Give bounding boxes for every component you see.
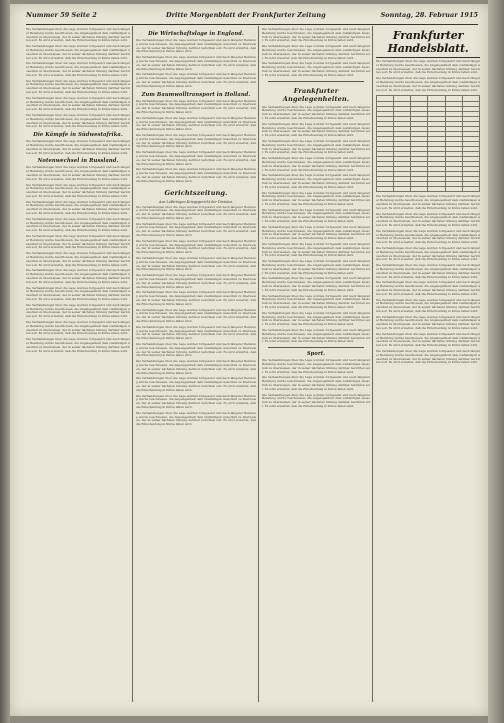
- article-text: Die Verhandlungen über die Lage wurden fortgesetzt und nach längerer Beratung wurde beschlossen, die Angelegenheit dem zuständigen Ausschuß zu überweisen, der in seiner nächsten Sitzung darüber berichten soll. Es wird erwartet, daß die Entscheidung in Kürze fallen wird.: [262, 375, 370, 391]
- article-text: Die Verhandlungen über die Lage wurden fortgesetzt und nach längerer Beratung wurde beschlossen, die Angelegenheit dem zuständigen Ausschuß zu überweisen, der in seiner nächsten Sitzung darüber berichten soll. Es wird erwartet, daß die Entscheidung in Kürze fallen wird.: [262, 61, 370, 77]
- header-paper-title: Dritte Morgenblatt der Frankfurter Zeitung: [166, 11, 326, 19]
- article-text: Die Verhandlungen über die Lage wurden fortgesetzt und nach längerer Beratung wurde beschlossen, die Angelegenheit dem zuständigen Ausschuß zu überweisen, der in seiner nächsten Sitzung darüber berichten soll. Es wird erwartet, daß die Entscheidung in Kürze fallen wird.: [136, 342, 256, 358]
- article-text: Die Verhandlungen über die Lage wurden fortgesetzt und nach längerer Beratung wurde beschlossen, die Angelegenheit dem zuständigen Ausschuß zu überweisen, der in seiner nächsten Sitzung darüber berichten soll. Es wird erwartet, daß die Entscheidung in Kürze fallen wird.: [262, 328, 370, 344]
- article-text: Die Verhandlungen über die Lage wurden fortgesetzt und nach längerer Beratung wurde beschlossen, die Angelegenheit dem zuständigen Ausschuß zu überweisen, der in seiner nächsten Sitzung darüber berichten soll. Es wird erwartet, daß die Entscheidung in Kürze fallen wird.: [26, 285, 130, 302]
- article-text: Die Verhandlungen über die Lage wurden fortgesetzt und nach längerer Beratung wurde beschlossen, die Angelegenheit dem zuständigen Ausschuß zu überweisen, der in seiner nächsten Sitzung darüber berichten soll. Es wird erwartet, daß die Entscheidung in Kürze fallen wird.: [376, 297, 480, 313]
- article-text: Die Verhandlungen über die Lage wurden fortgesetzt und nach längerer Beratung wurde beschlossen, die Angelegenheit dem zuständigen Ausschuß zu überweisen, der in seiner nächsten Sitzung darüber berichten soll. Es wird erwartet, daß die Entscheidung in Kürze fallen wird.: [26, 61, 130, 77]
- article-text: Die Verhandlungen über die Lage wurden fortgesetzt und nach längerer Beratung wurde beschlossen, die Angelegenheit dem zuständigen Ausschuß zu überweisen, der in seiner nächsten Sitzung darüber berichten soll. Es wird erwartet, daß die Entscheidung in Kürze fallen wird.: [26, 139, 130, 155]
- article-text: Die Verhandlungen über die Lage wurden fortgesetzt und nach längerer Beratung wurde beschlossen, die Angelegenheit dem zuständigen Ausschuß zu überweisen, der in seiner nächsten Sitzung darüber berichten soll. Es wird erwartet, daß die Entscheidung in Kürze fallen wird.: [26, 28, 130, 43]
- article-text: Die Verhandlungen über die Lage wurden fortgesetzt und nach längerer Beratung wurde beschlossen, die Angelegenheit dem zuständigen Ausschuß zu überweisen, der in seiner nächsten Sitzung darüber berichten soll. Es wird erwartet, daß die Entscheidung in Kürze fallen wird.: [136, 238, 256, 255]
- table-cell: [411, 187, 428, 192]
- header-issue: Nummer 59 Seite 2: [26, 11, 97, 19]
- article-text: Die Verhandlungen über die Lage wurden fortgesetzt und nach längerer Beratung wurde beschlossen, die Angelegenheit dem zuständigen Ausschuß zu überweisen, der in seiner nächsten Sitzung darüber berichten soll. Es wird erwartet, daß die Entscheidung in Kürze fallen wird.: [136, 38, 256, 54]
- article-text: Die Verhandlungen über die Lage wurden fortgesetzt und nach längerer Beratung wurde beschlossen, die Angelegenheit dem zuständigen Ausschuß zu überweisen, der in seiner nächsten Sitzung darüber berichten soll. Es wird erwartet, daß die Entscheidung in Kürze fallen wird.: [26, 302, 130, 319]
- article-text: Die Verhandlungen über die Lage wurden fortgesetzt und nach längerer Beratung wurde beschlossen, die Angelegenheit dem zuständigen Ausschuß zu überweisen, der in seiner nächsten Sitzung darüber berichten soll. Es wird erwartet, daß die Entscheidung in Kürze fallen wird.: [26, 251, 130, 267]
- section-title: Zum Baumwolltransport in Holland.: [141, 91, 251, 98]
- article-text: Die Verhandlungen über die Lage wurden fortgesetzt und nach längerer Beratung wurde beschlossen, die Angelegenheit dem zuständigen Ausschuß zu überweisen, der in seiner nächsten Sitzung darüber berichten soll. Es wird erwartet, daß die Entscheidung in Kürze fallen wird.: [262, 358, 370, 374]
- article-text: Die Verhandlungen über die Lage wurden fortgesetzt und nach längerer Beratung wurde beschlossen, die Angelegenheit dem zuständigen Ausschuß zu überweisen, der in seiner nächsten Sitzung darüber berichten soll. Es wird erwartet, daß die Entscheidung in Kürze fallen wird.: [136, 221, 256, 238]
- column-4: [376, 28, 480, 704]
- article-text: Die Verhandlungen über die Lage wurden fortgesetzt und nach längerer Beratung wurde beschlossen, die Angelegenheit dem zuständigen Ausschuß zu überweisen, der in seiner nächsten Sitzung darüber berichten soll. Es wird erwartet, daß die Entscheidung in Kürze fallen wird.: [262, 173, 370, 189]
- article-text: Die Verhandlungen über die Lage wurden fortgesetzt und nach längerer Beratung wurde beschlossen, die Angelegenheit dem zuständigen Ausschuß zu überweisen, der in seiner nächsten Sitzung darüber berichten soll. Es wird erwartet, daß die Entscheidung in Kürze fallen wird.: [136, 72, 256, 88]
- column-rule: [258, 26, 259, 702]
- header-date: Sonntag, 28. Februar 1915: [380, 11, 478, 19]
- column-2: [136, 28, 256, 704]
- article-text: Die Verhandlungen über die Lage wurden fortgesetzt und nach längerer Beratung wurde beschlossen, die Angelegenheit dem zuständigen Ausschuß zu überweisen, der in seiner nächsten Sitzung darüber berichten soll. Es wird erwartet, daß die Entscheidung in Kürze fallen wird.: [262, 276, 370, 292]
- article-text: Die Verhandlungen über die Lage wurden fortgesetzt und nach längerer Beratung wurde beschlossen, die Angelegenheit dem zuständigen Ausschuß zu überweisen, der in seiner nächsten Sitzung darüber berichten soll. Es wird erwartet, daß die Entscheidung in Kürze fallen wird.: [26, 234, 130, 250]
- article-text: Die Verhandlungen über die Lage wurden fortgesetzt und nach längerer Beratung wurde beschlossen, die Angelegenheit dem zuständigen Ausschuß zu überweisen, der in seiner nächsten Sitzung darüber berichten soll. Es wird erwartet, daß die Entscheidung in Kürze fallen wird.: [262, 44, 370, 60]
- table-cell: [445, 187, 462, 192]
- section-masthead: Frankfurter Handelsblatt.: [376, 29, 480, 58]
- section-title: Die Wirtschaftslage in England.: [148, 31, 244, 37]
- article-text: Die Verhandlungen über die Lage wurden fortgesetzt und nach längerer Beratung wurde beschlossen, die Angelegenheit dem zuständigen Ausschuß zu überweisen, der in seiner nächsten Sitzung darüber berichten soll. Es wird erwartet, daß die Entscheidung in Kürze fallen wird.: [136, 324, 256, 341]
- article-text: Die Verhandlungen über die Lage wurden fortgesetzt und nach längerer Beratung wurde beschlossen, die Angelegenheit dem zuständigen Ausschuß zu überweisen, der in seiner nächsten Sitzung darüber berichten soll. Es wird erwartet, daß die Entscheidung in Kürze fallen wird.: [26, 199, 130, 216]
- table-cell: [462, 187, 479, 192]
- article-text: Die Verhandlungen über die Lage wurden fortgesetzt und nach längerer Beratung wurde beschlossen, die Angelegenheit dem zuständigen Ausschuß zu überweisen, der in seiner nächsten Sitzung darüber berichten soll. Es wird erwartet, daß die Entscheidung in Kürze fallen wird.: [136, 150, 256, 166]
- article-text: Die Verhandlungen über die Lage wurden fortgesetzt und nach längerer Beratung wurde beschlossen, die Angelegenheit dem zuständigen Ausschuß zu überweisen, der in seiner nächsten Sitzung darüber berichten soll. Es wird erwartet, daß die Entscheidung in Kürze fallen wird.: [26, 216, 130, 233]
- article-text: Die Verhandlungen über die Lage wurden fortgesetzt und nach längerer Beratung wurde beschlossen, die Angelegenheit dem zuständigen Ausschuß zu überweisen, der in seiner nächsten Sitzung darüber berichten soll. Es wird erwartet, daß die Entscheidung in Kürze fallen wird.: [136, 256, 256, 272]
- article-text: Die Verhandlungen über die Lage wurden fortgesetzt und nach längerer Beratung wurde beschlossen, die Angelegenheit dem zuständigen Ausschuß zu überweisen, der in seiner nächsten Sitzung darüber berichten soll. Es wird erwartet, daß die Entscheidung in Kürze fallen wird.: [376, 349, 480, 365]
- article-text: Die Verhandlungen über die Lage wurden fortgesetzt und nach längerer Beratung wurde beschlossen, die Angelegenheit dem zuständigen Ausschuß zu überweisen, der in seiner nächsten Sitzung darüber berichten soll. Es wird erwartet, daß die Entscheidung in Kürze fallen wird.: [376, 211, 480, 227]
- section-title: Frankfurter Angelegenheiten.: [282, 86, 350, 103]
- article-text: Die Verhandlungen über die Lage wurden fortgesetzt und nach längerer Beratung wurde beschlossen, die Angelegenheit dem zuständigen Ausschuß zu überweisen, der in seiner nächsten Sitzung darüber berichten soll. Es wird erwartet, daß die Entscheidung in Kürze fallen wird.: [136, 307, 256, 324]
- article-text: Die Verhandlungen über die Lage wurden fortgesetzt und nach längerer Beratung wurde beschlossen, die Angelegenheit dem zuständigen Ausschuß zu überweisen, der in seiner nächsten Sitzung darüber berichten soll. Es wird erwartet, daß die Entscheidung in Kürze fallen wird.: [136, 204, 256, 220]
- article-text: Die Verhandlungen über die Lage wurden fortgesetzt und nach längerer Beratung wurde beschlossen, die Angelegenheit dem zuständigen Ausschuß zu überweisen, der in seiner nächsten Sitzung darüber berichten soll. Es wird erwartet, daß die Entscheidung in Kürze fallen wird.: [376, 280, 480, 296]
- table-row: [377, 187, 480, 192]
- article-text: Die Verhandlungen über die Lage wurden fortgesetzt und nach längerer Beratung wurde beschlossen, die Angelegenheit dem zuständigen Ausschuß zu überweisen, der in seiner nächsten Sitzung darüber berichten soll. Es wird erwartet, daß die Entscheidung in Kürze fallen wird.: [262, 259, 370, 275]
- article-text: Die Verhandlungen über die Lage wurden fortgesetzt und nach längerer Beratung wurde beschlossen, die Angelegenheit dem zuständigen Ausschuß zu überweisen, der in seiner nächsten Sitzung darüber berichten soll. Es wird erwartet, daß die Entscheidung in Kürze fallen wird.: [136, 132, 256, 149]
- article-text: Die Verhandlungen über die Lage wurden fortgesetzt und nach längerer Beratung wurde beschlossen, die Angelegenheit dem zuständigen Ausschuß zu überweisen, der in seiner nächsten Sitzung darüber berichten soll. Es wird erwartet, daß die Entscheidung in Kürze fallen wird.: [262, 392, 370, 408]
- article-text: Die Verhandlungen über die Lage wurden fortgesetzt und nach längerer Beratung wurde beschlossen, die Angelegenheit dem zuständigen Ausschuß zu überweisen, der in seiner nächsten Sitzung darüber berichten soll. Es wird erwartet, daß die Entscheidung in Kürze fallen wird.: [136, 98, 256, 114]
- article-text: Die Verhandlungen über die Lage wurden fortgesetzt und nach längerer Beratung wurde beschlossen, die Angelegenheit dem zuständigen Ausschuß zu überweisen, der in seiner nächsten Sitzung darüber berichten soll. Es wird erwartet, daß die Entscheidung in Kürze fallen wird.: [262, 207, 370, 224]
- column-3: [262, 28, 370, 704]
- article-text: Die Verhandlungen über die Lage wurden fortgesetzt und nach längerer Beratung wurde beschlossen, die Angelegenheit dem zuständigen Ausschuß zu überweisen, der in seiner nächsten Sitzung darüber berichten soll. Es wird erwartet, daß die Entscheidung in Kürze fallen wird.: [26, 44, 130, 60]
- article-text: Die Verhandlungen über die Lage wurden fortgesetzt und nach längerer Beratung wurde beschlossen, die Angelegenheit dem zuständigen Ausschuß zu überweisen, der in seiner nächsten Sitzung darüber berichten soll. Es wird erwartet, daß die Entscheidung in Kürze fallen wird.: [262, 224, 370, 241]
- table-cell: [377, 187, 394, 192]
- article-text: Die Verhandlungen über die Lage wurden fortgesetzt und nach längerer Beratung wurde beschlossen, die Angelegenheit dem zuständigen Ausschuß zu überweisen, der in seiner nächsten Sitzung darüber berichten soll. Es wird erwartet, daß die Entscheidung in Kürze fallen wird.: [262, 242, 370, 258]
- article-text: Die Verhandlungen über die Lage wurden fortgesetzt und nach längerer Beratung wurde beschlossen, die Angelegenheit dem zuständigen Ausschuß zu überweisen, der in seiner nächsten Sitzung darüber berichten soll. Es wird erwartet, daß die Entscheidung in Kürze fallen wird.: [26, 268, 130, 284]
- article-text: Die Verhandlungen über die Lage wurden fortgesetzt und nach längerer Beratung wurde beschlossen, die Angelegenheit dem zuständigen Ausschuß zu überweisen, der in seiner nächsten Sitzung darüber berichten soll. Es wird erwartet, daß die Entscheidung in Kürze fallen wird.: [262, 121, 370, 138]
- article-text: Die Verhandlungen über die Lage wurden fortgesetzt und nach längerer Beratung wurde beschlossen, die Angelegenheit dem zuständigen Ausschuß zu überweisen, der in seiner nächsten Sitzung darüber berichten soll. Es wird erwartet, daß die Entscheidung in Kürze fallen wird.: [136, 410, 256, 427]
- article-text: Die Verhandlungen über die Lage wurden fortgesetzt und nach längerer Beratung wurde beschlossen, die Angelegenheit dem zuständigen Ausschuß zu überweisen, der in seiner nächsten Sitzung darüber berichten soll. Es wird erwartet, daß die Entscheidung in Kürze fallen wird.: [26, 95, 130, 112]
- column-rule: [132, 26, 133, 702]
- article-text: Die Verhandlungen über die Lage wurden fortgesetzt und nach längerer Beratung wurde beschlossen, die Angelegenheit dem zuständigen Ausschuß zu überweisen, der in seiner nächsten Sitzung darüber berichten soll. Es wird erwartet, daß die Entscheidung in Kürze fallen wird.: [136, 167, 256, 183]
- article-text: Die Verhandlungen über die Lage wurden fortgesetzt und nach längerer Beratung wurde beschlossen, die Angelegenheit dem zuständigen Ausschuß zu überweisen, der in seiner nächsten Sitzung darüber berichten soll. Es wird erwartet, daß die Entscheidung in Kürze fallen wird.: [26, 165, 130, 181]
- article-text: Die Verhandlungen über die Lage wurden fortgesetzt und nach längerer Beratung wurde beschlossen, die Angelegenheit dem zuständigen Ausschuß zu überweisen, der in seiner nächsten Sitzung darüber berichten soll. Es wird erwartet, daß die Entscheidung in Kürze fallen wird.: [376, 263, 480, 279]
- article-text: Die Verhandlungen über die Lage wurden fortgesetzt und nach längerer Beratung wurde beschlossen, die Angelegenheit dem zuständigen Ausschuß zu überweisen, der in seiner nächsten Sitzung darüber berichten soll. Es wird erwartet, daß die Entscheidung in Kürze fallen wird.: [136, 273, 256, 289]
- article-text: Die Verhandlungen über die Lage wurden fortgesetzt und nach längerer Beratung wurde beschlossen, die Angelegenheit dem zuständigen Ausschuß zu überweisen, der in seiner nächsten Sitzung darüber berichten soll. Es wird erwartet, daß die Entscheidung in Kürze fallen wird.: [262, 138, 370, 155]
- article-text: Die Verhandlungen über die Lage wurden fortgesetzt und nach längerer Beratung wurde beschlossen, die Angelegenheit dem zuständigen Ausschuß zu überweisen, der in seiner nächsten Sitzung darüber berichten soll. Es wird erwartet, daß die Entscheidung in Kürze fallen wird.: [376, 245, 480, 262]
- section-subtitle: Aus Lothringen Kriegsgericht der Division.: [159, 199, 233, 204]
- article-text: Die Verhandlungen über die Lage wurden fortgesetzt und nach längerer Beratung wurde beschlossen, die Angelegenheit dem zuständigen Ausschuß zu überweisen, der in seiner nächsten Sitzung darüber berichten soll. Es wird erwartet, daß die Entscheidung in Kürze fallen wird.: [262, 156, 370, 172]
- article-text: Die Verhandlungen über die Lage wurden fortgesetzt und nach längerer Beratung wurde beschlossen, die Angelegenheit dem zuständigen Ausschuß zu überweisen, der in seiner nächsten Sitzung darüber berichten soll. Es wird erwartet, daß die Entscheidung in Kürze fallen wird.: [136, 376, 256, 392]
- article-text: Die Verhandlungen über die Lage wurden fortgesetzt und nach längerer Beratung wurde beschlossen, die Angelegenheit dem zuständigen Ausschuß zu überweisen, der in seiner nächsten Sitzung darüber berichten soll. Es wird erwartet, daß die Entscheidung in Kürze fallen wird.: [376, 314, 480, 331]
- article-text: Die Verhandlungen über die Lage wurden fortgesetzt und nach längerer Beratung wurde beschlossen, die Angelegenheit dem zuständigen Ausschuß zu überweisen, der in seiner nächsten Sitzung darüber berichten soll. Es wird erwartet, daß die Entscheidung in Kürze fallen wird.: [262, 190, 370, 206]
- article-text: Die Verhandlungen über die Lage wurden fortgesetzt und nach längerer Beratung wurde beschlossen, die Angelegenheit dem zuständigen Ausschuß zu überweisen, der in seiner nächsten Sitzung darüber berichten soll. Es wird erwartet, daß die Entscheidung in Kürze fallen wird.: [136, 359, 256, 375]
- article-text: Die Verhandlungen über die Lage wurden fortgesetzt und nach längerer Beratung wurde beschlossen, die Angelegenheit dem zuständigen Ausschuß zu überweisen, der in seiner nächsten Sitzung darüber berichten soll. Es wird erwartet, daß die Entscheidung in Kürze fallen wird.: [26, 320, 130, 336]
- article-text: Die Verhandlungen über die Lage wurden fortgesetzt und nach längerer Beratung wurde beschlossen, die Angelegenheit dem zuständigen Ausschuß zu überweisen, der in seiner nächsten Sitzung darüber berichten soll. Es wird erwartet, daß die Entscheidung in Kürze fallen wird.: [26, 78, 130, 94]
- article-text: Die Verhandlungen über die Lage wurden fortgesetzt und nach längerer Beratung wurde beschlossen, die Angelegenheit dem zuständigen Ausschuß zu überweisen, der in seiner nächsten Sitzung darüber berichten soll. Es wird erwartet, daß die Entscheidung in Kürze fallen wird.: [376, 59, 480, 75]
- page-header: [26, 10, 478, 25]
- column-1: [26, 28, 130, 704]
- article-text: Die Verhandlungen über die Lage wurden fortgesetzt und nach längerer Beratung wurde beschlossen, die Angelegenheit dem zuständigen Ausschuß zu überweisen, der in seiner nächsten Sitzung darüber berichten soll. Es wird erwartet, daß die Entscheidung in Kürze fallen wird.: [262, 104, 370, 120]
- section-divider: [268, 347, 364, 348]
- article-text: Die Verhandlungen über die Lage wurden fortgesetzt und nach längerer Beratung wurde beschlossen, die Angelegenheit dem zuständigen Ausschuß zu überweisen, der in seiner nächsten Sitzung darüber berichten soll. Es wird erwartet, daß die Entscheidung in Kürze fallen wird.: [26, 182, 130, 198]
- article-text: Die Verhandlungen über die Lage wurden fortgesetzt und nach längerer Beratung wurde beschlossen, die Angelegenheit dem zuständigen Ausschuß zu überweisen, der in seiner nächsten Sitzung darüber berichten soll. Es wird erwartet, daß die Entscheidung in Kürze fallen wird.: [136, 55, 256, 71]
- article-text: Die Verhandlungen über die Lage wurden fortgesetzt und nach längerer Beratung wurde beschlossen, die Angelegenheit dem zuständigen Ausschuß zu überweisen, der in seiner nächsten Sitzung darüber berichten soll. Es wird erwartet, daß die Entscheidung in Kürze fallen wird.: [136, 115, 256, 132]
- book-binding: [0, 0, 10, 723]
- section-title: Notenwechsel in Russland.: [37, 158, 119, 165]
- newspaper-page: [10, 4, 488, 716]
- article-text: Die Verhandlungen über die Lage wurden fortgesetzt und nach längerer Beratung wurde beschlossen, die Angelegenheit dem zuständigen Ausschuß zu überweisen, der in seiner nächsten Sitzung darüber berichten soll. Es wird erwartet, daß die Entscheidung in Kürze fallen wird.: [376, 228, 480, 245]
- article-text: Die Verhandlungen über die Lage wurden fortgesetzt und nach längerer Beratung wurde beschlossen, die Angelegenheit dem zuständigen Ausschuß zu überweisen, der in seiner nächsten Sitzung darüber berichten soll. Es wird erwartet, daß die Entscheidung in Kürze fallen wird.: [376, 331, 480, 348]
- article-text: Die Verhandlungen über die Lage wurden fortgesetzt und nach längerer Beratung wurde beschlossen, die Angelegenheit dem zuständigen Ausschuß zu überweisen, der in seiner nächsten Sitzung darüber berichten soll. Es wird erwartet, daß die Entscheidung in Kürze fallen wird.: [376, 76, 480, 92]
- table-cell: [394, 187, 411, 192]
- page-edge: [488, 0, 504, 723]
- column-rule: [372, 26, 373, 702]
- article-text: Die Verhandlungen über die Lage wurden fortgesetzt und nach längerer Beratung wurde beschlossen, die Angelegenheit dem zuständigen Ausschuß zu überweisen, der in seiner nächsten Sitzung darüber berichten soll. Es wird erwartet, daß die Entscheidung in Kürze fallen wird.: [26, 112, 130, 129]
- section-title: Gerichtszeitung.: [164, 188, 228, 197]
- section-divider: [268, 81, 364, 82]
- article-text: Die Verhandlungen über die Lage wurden fortgesetzt und nach längerer Beratung wurde beschlossen, die Angelegenheit dem zuständigen Ausschuß zu überweisen, der in seiner nächsten Sitzung darüber berichten soll. Es wird erwartet, daß die Entscheidung in Kürze fallen wird.: [136, 290, 256, 306]
- financial-table: [376, 95, 480, 192]
- article-text: Die Verhandlungen über die Lage wurden fortgesetzt und nach längerer Beratung wurde beschlossen, die Angelegenheit dem zuständigen Ausschuß zu überweisen, der in seiner nächsten Sitzung darüber berichten soll. Es wird erwartet, daß die Entscheidung in Kürze fallen wird.: [26, 337, 130, 353]
- section-title: Die Kämpfe in Südwestafrika.: [33, 132, 123, 139]
- article-text: Die Verhandlungen über die Lage wurden fortgesetzt und nach längerer Beratung wurde beschlossen, die Angelegenheit dem zuständigen Ausschuß zu überweisen, der in seiner nächsten Sitzung darüber berichten soll. Es wird erwartet, daß die Entscheidung in Kürze fallen wird.: [262, 310, 370, 327]
- section-title: Sport.: [306, 351, 326, 358]
- article-text: Die Verhandlungen über die Lage wurden fortgesetzt und nach längerer Beratung wurde beschlossen, die Angelegenheit dem zuständigen Ausschuß zu überweisen, der in seiner nächsten Sitzung darüber berichten soll. Es wird erwartet, daß die Entscheidung in Kürze fallen wird.: [262, 28, 370, 43]
- article-text: Die Verhandlungen über die Lage wurden fortgesetzt und nach längerer Beratung wurde beschlossen, die Angelegenheit dem zuständigen Ausschuß zu überweisen, der in seiner nächsten Sitzung darüber berichten soll. Es wird erwartet, daß die Entscheidung in Kürze fallen wird.: [262, 293, 370, 310]
- table-cell: [428, 187, 445, 192]
- article-text: Die Verhandlungen über die Lage wurden fortgesetzt und nach längerer Beratung wurde beschlossen, die Angelegenheit dem zuständigen Ausschuß zu überweisen, der in seiner nächsten Sitzung darüber berichten soll. Es wird erwartet, daß die Entscheidung in Kürze fallen wird.: [376, 194, 480, 210]
- article-text: Die Verhandlungen über die Lage wurden fortgesetzt und nach längerer Beratung wurde beschlossen, die Angelegenheit dem zuständigen Ausschuß zu überweisen, der in seiner nächsten Sitzung darüber berichten soll. Es wird erwartet, daß die Entscheidung in Kürze fallen wird.: [136, 393, 256, 409]
